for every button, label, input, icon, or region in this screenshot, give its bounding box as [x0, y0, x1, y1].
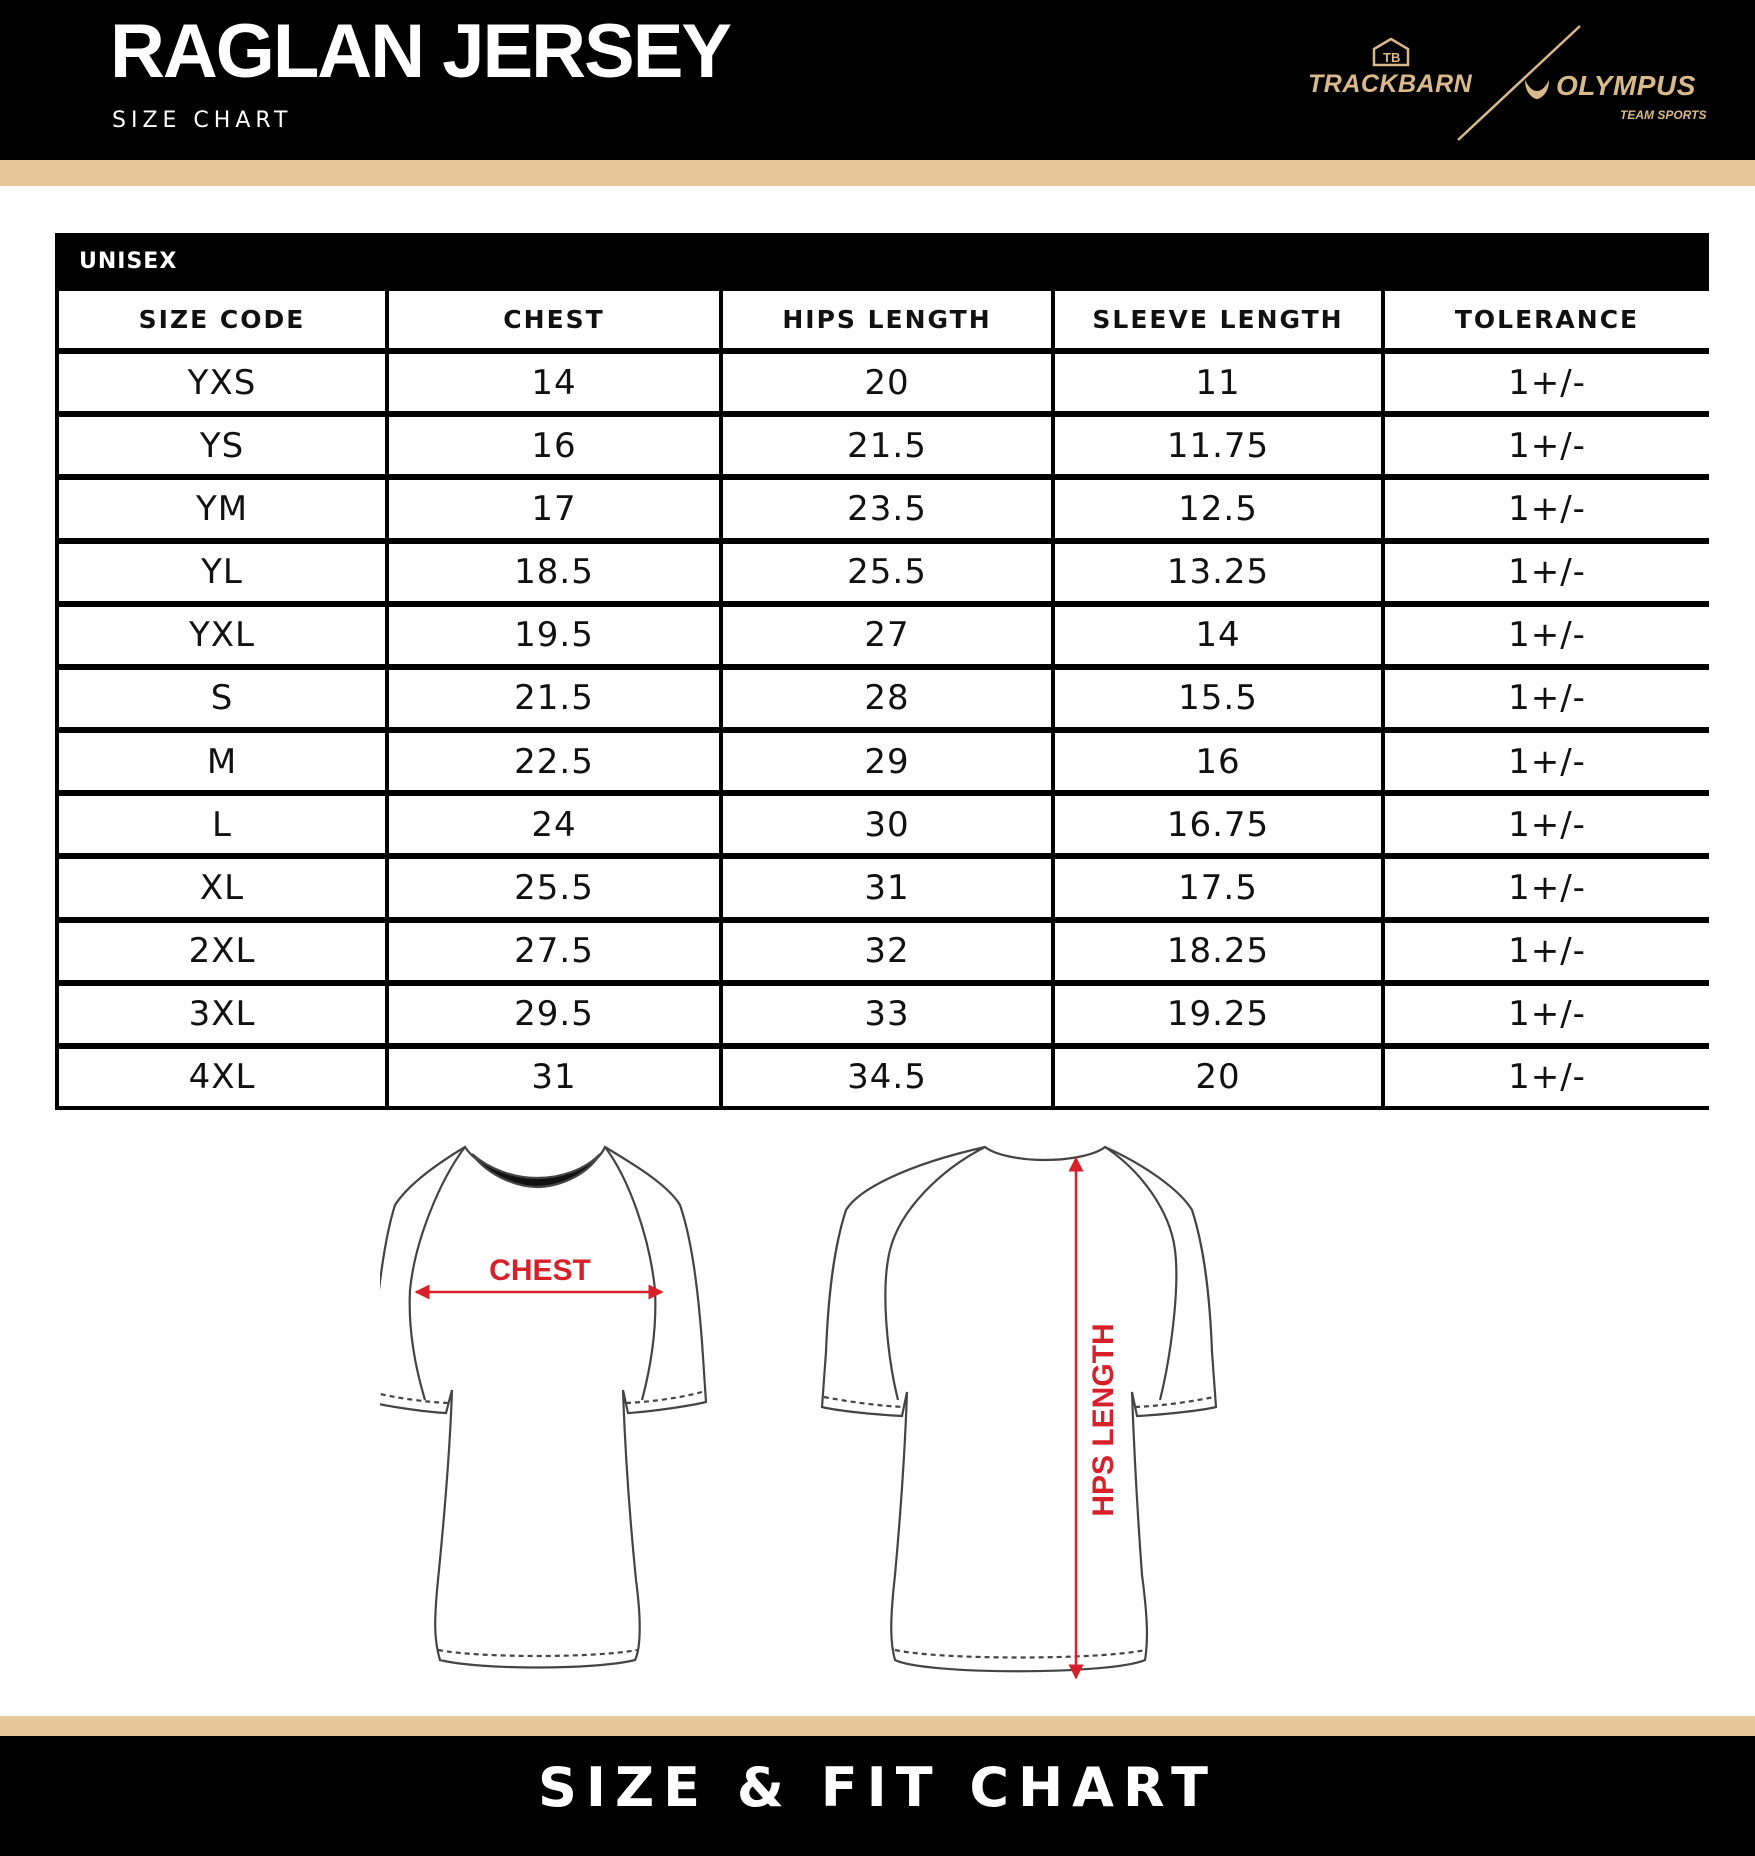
size-code-cell: XL	[59, 859, 385, 916]
table-cell: 31	[723, 859, 1051, 916]
table-cell: 11.75	[1055, 417, 1381, 474]
size-code-cell: M	[59, 733, 385, 790]
table-cell: 19.5	[389, 607, 719, 664]
jersey-measurement-diagram	[380, 1130, 1380, 1700]
table-cell: 18.5	[389, 544, 719, 601]
size-code-cell: 3XL	[59, 986, 385, 1043]
table-cell: 21.5	[389, 670, 719, 727]
column-header: HIPS LENGTH	[723, 291, 1051, 348]
table-cell: 15.5	[1055, 670, 1381, 727]
chest-label: CHEST	[489, 1254, 591, 1287]
jersey-front-drawing	[380, 1147, 706, 1668]
column-header: TOLERANCE	[1385, 291, 1709, 348]
table-cell: 1+/-	[1385, 733, 1709, 790]
table-cell: 1+/-	[1385, 923, 1709, 980]
column-header: SLEEVE LENGTH	[1055, 291, 1381, 348]
table-cell: 22.5	[389, 733, 719, 790]
table-cell: 1+/-	[1385, 417, 1709, 474]
size-code-cell: 4XL	[59, 1049, 385, 1106]
footer-bar	[0, 1736, 1755, 1856]
table-cell: 29.5	[389, 986, 719, 1043]
table-cell: 31	[389, 1049, 719, 1106]
page-title: RAGLAN JERSEY	[110, 9, 731, 94]
size-code-cell: YM	[59, 480, 385, 537]
table-cell: 33	[723, 986, 1051, 1043]
table-cell: 1+/-	[1385, 607, 1709, 664]
table-cell: 1+/-	[1385, 796, 1709, 853]
table-cell: 1+/-	[1385, 1049, 1709, 1106]
page-subtitle: SIZE CHART	[112, 108, 293, 133]
brand-logos	[1290, 22, 1730, 147]
trackbarn-barn-icon	[1370, 37, 1412, 67]
table-cell: 17	[389, 480, 719, 537]
table-cell: 28	[723, 670, 1051, 727]
table-cell: 25.5	[723, 544, 1051, 601]
olympus-wings-icon	[1522, 76, 1552, 102]
table-cell: 1+/-	[1385, 859, 1709, 916]
column-header: CHEST	[389, 291, 719, 348]
table-cell: 12.5	[1055, 480, 1381, 537]
footer-accent-stripe	[0, 1716, 1755, 1736]
table-cell: 23.5	[723, 480, 1051, 537]
size-code-cell: YS	[59, 417, 385, 474]
table-cell: 17.5	[1055, 859, 1381, 916]
footer-title: SIZE & FIT CHART	[538, 1756, 1217, 1819]
table-cell: 13.25	[1055, 544, 1381, 601]
table-cell: 16	[1055, 733, 1381, 790]
table-cell: 20	[1055, 1049, 1381, 1106]
svg-text:TB: TB	[1383, 50, 1401, 65]
jersey-back-drawing	[822, 1147, 1216, 1671]
header-accent-stripe	[0, 160, 1755, 186]
table-cell: 24	[389, 796, 719, 853]
table-cell: 1+/-	[1385, 480, 1709, 537]
size-code-cell: S	[59, 670, 385, 727]
size-code-cell: YXS	[59, 354, 385, 411]
table-cell: 14	[1055, 607, 1381, 664]
table-cell: 34.5	[723, 1049, 1051, 1106]
table-cell: 14	[389, 354, 719, 411]
header-bar	[0, 0, 1755, 160]
table-group-label: UNISEX	[79, 249, 178, 274]
olympus-logo-subtitle: TEAM SPORTS	[1620, 108, 1707, 122]
table-cell: 21.5	[723, 417, 1051, 474]
table-cell: 27.5	[389, 923, 719, 980]
trackbarn-logo: TRACKBARN	[1308, 70, 1473, 98]
column-header: SIZE CODE	[59, 291, 385, 348]
table-cell: 11	[1055, 354, 1381, 411]
size-code-cell: YXL	[59, 607, 385, 664]
hps-length-label: HPS LENGTH	[1087, 1323, 1120, 1517]
size-table-grid	[59, 291, 1705, 1106]
size-code-cell: L	[59, 796, 385, 853]
table-cell: 16	[389, 417, 719, 474]
table-cell: 30	[723, 796, 1051, 853]
table-cell: 19.25	[1055, 986, 1381, 1043]
size-code-cell: 2XL	[59, 923, 385, 980]
table-cell: 16.75	[1055, 796, 1381, 853]
table-cell: 25.5	[389, 859, 719, 916]
table-cell: 1+/-	[1385, 986, 1709, 1043]
size-table	[55, 233, 1709, 1110]
table-cell: 32	[723, 923, 1051, 980]
table-cell: 20	[723, 354, 1051, 411]
olympus-logo: OLYMPUS	[1556, 70, 1696, 101]
table-cell: 1+/-	[1385, 670, 1709, 727]
table-cell: 29	[723, 733, 1051, 790]
size-code-cell: YL	[59, 544, 385, 601]
table-cell: 27	[723, 607, 1051, 664]
table-cell: 18.25	[1055, 923, 1381, 980]
table-cell: 1+/-	[1385, 354, 1709, 411]
table-cell: 1+/-	[1385, 544, 1709, 601]
